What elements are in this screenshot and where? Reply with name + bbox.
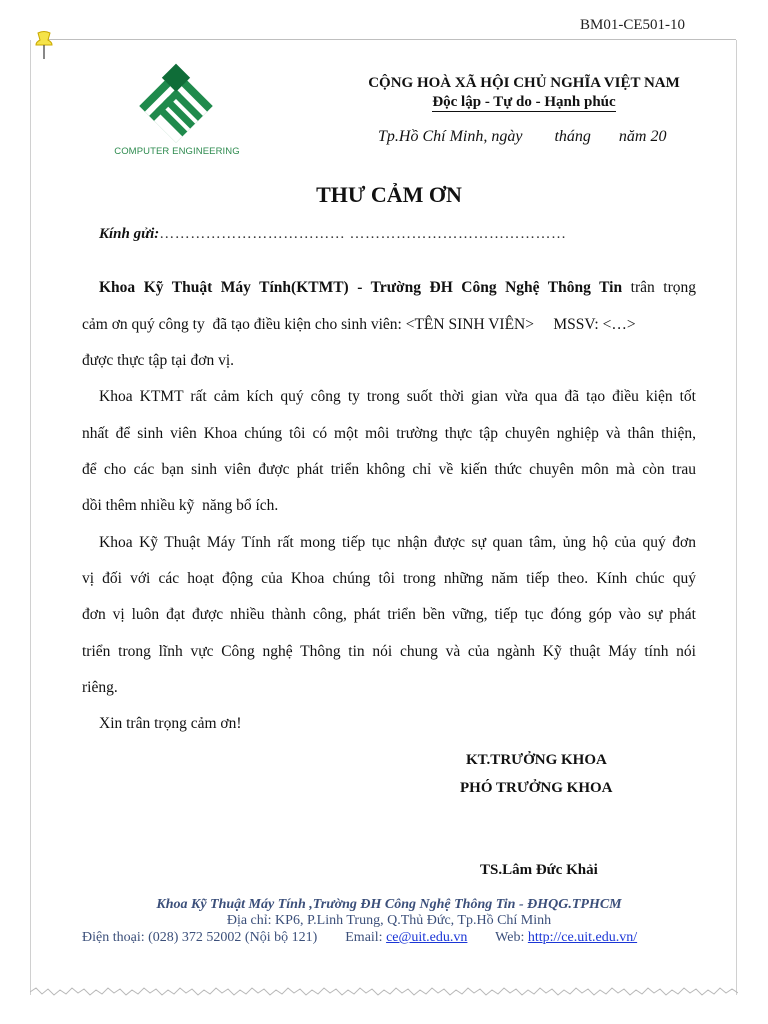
faculty-name: Khoa Kỹ Thuật Máy Tính(KTMT) - Trường ĐH Công Nghệ Thông Tin bbox=[99, 279, 623, 296]
greeting-label: Kính gửi: bbox=[99, 226, 160, 242]
national-title: CỘNG HOÀ XÃ HỘI CHỦ NGHĨA VIỆT NAM bbox=[368, 75, 680, 91]
page-border-top bbox=[48, 39, 736, 40]
closing-line: Xin trân trọng cảm ơn! bbox=[99, 715, 242, 732]
paragraph-3-line-2: vị đối với các hoạt động của Khoa chúng tôi trong những năm tiếp theo. Kính chúc quý bbox=[82, 570, 696, 587]
greeting-line bbox=[99, 226, 567, 243]
footer-address: Địa chỉ: KP6, P.Linh Trung, Q.Thủ Đức, Tp.Hồ Chí Minh bbox=[226, 913, 552, 928]
footer-web-link[interactable]: http://ce.uit.edu.vn/ bbox=[527, 930, 638, 945]
paragraph-1-line-3: được thực tập tại đơn vị. bbox=[82, 352, 234, 369]
paragraph-3-line-1: Khoa Kỹ Thuật Máy Tính rất mong tiếp tục nhận được sự quan tâm, ủng hộ của quý đơn bbox=[99, 534, 696, 551]
footer-contact bbox=[82, 930, 637, 946]
footer-email-label: Email: bbox=[345, 930, 387, 945]
paragraph-1-line-1-rest: trân trọng bbox=[622, 279, 696, 296]
date-place: Tp.Hồ Chí Minh, ngày bbox=[378, 128, 523, 145]
paragraph-2-line-4: dồi thêm nhiều kỹ năng bổ ích. bbox=[82, 497, 279, 514]
letter-title: THƯ CẢM ƠN bbox=[316, 182, 462, 207]
paragraph-2-line-1: Khoa KTMT rất cảm kích quý công ty trong suốt thời gian vừa qua đã tạo điều kiện tốt bbox=[99, 388, 696, 405]
page-tear-edge bbox=[30, 984, 738, 1000]
footer-email-link[interactable]: ce@uit.edu.vn bbox=[386, 930, 468, 945]
date-month: tháng bbox=[554, 128, 591, 145]
paragraph-2-line-3: để cho các bạn sinh viên được phát triển không chỉ về kiến thức chuyên môn mà còn trau bbox=[82, 461, 696, 478]
motto-text: Độc lập - Tự do - Hạnh phúc bbox=[432, 94, 616, 110]
signatory-name: TS.Lâm Đức Khải bbox=[480, 862, 598, 878]
national-motto bbox=[344, 94, 704, 111]
footer-organization: Khoa Kỹ Thuật Máy Tính ,Trường ĐH Công Nghệ Thông Tin - ĐHQG.TPHCM bbox=[156, 897, 622, 912]
date-year: năm 20 bbox=[618, 128, 667, 145]
greeting-dots: ……………………………… …………………………………… bbox=[159, 226, 567, 242]
pushpin-icon bbox=[32, 30, 56, 60]
paragraph-1-line-2: cảm ơn quý công ty đã tạo điều kiện cho sinh viên: <TÊN SINH VIÊN> MSSV: <…> bbox=[82, 316, 636, 333]
footer-web-label: Web: bbox=[495, 930, 528, 945]
paragraph-3-line-3: đơn vị luôn đạt được nhiều thành công, phát triển bền vững, tiếp tục đóng góp vào sự phát bbox=[82, 606, 696, 623]
signature-role-1: KT.TRƯỞNG KHOA bbox=[466, 752, 607, 768]
paragraph-3-line-4: triển trong lĩnh vực Công nghệ Thông tin nói chung và của ngành Kỹ thuật Máy tính nói bbox=[82, 643, 696, 660]
paragraph-2-line-2: nhất để sinh viên Khoa chúng tôi có một môi trường thực tập chuyên nghiệp và thân thiện, bbox=[82, 425, 696, 442]
logo-text: COMPUTER ENGINEERING bbox=[114, 146, 240, 157]
signature-role-2: PHÓ TRƯỞNG KHOA bbox=[460, 780, 613, 796]
paragraph-1-line-1 bbox=[99, 279, 696, 297]
document-code: BM01-CE501-10 bbox=[580, 17, 685, 33]
date-place-line bbox=[378, 128, 666, 146]
footer-phone: Điện thoại: (028) 372 52002 (Nội bộ 121) bbox=[82, 930, 318, 945]
paragraph-3-line-5: riêng. bbox=[82, 679, 118, 696]
